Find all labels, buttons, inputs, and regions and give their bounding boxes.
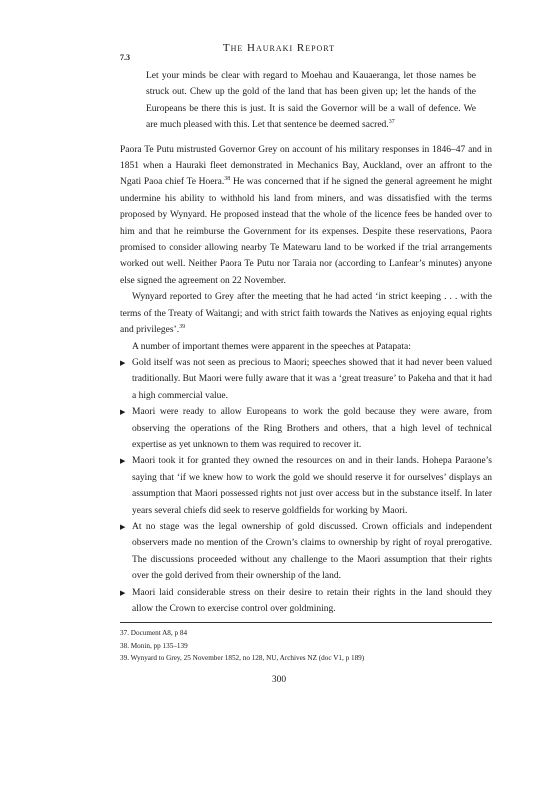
triangle-bullet-icon: ▶ [120,408,126,417]
footnotes [120,627,492,665]
list-item-text: At no stage was the legal ownership of gold discussed. Crown officials and independent observers made no mention of the Crown’s claims to ownership by right of royal prerogative. The discussions proceeded without any challenge to the Maori assumption that their rights over the gold derived from their ownership of the land. [132,521,492,582]
paragraph [120,289,492,338]
paragraph [120,142,492,290]
footnote-ref-37[interactable]: 37 [388,119,395,126]
section-number: 7.3 [120,53,130,62]
triangle-bullet-icon: ▶ [120,457,126,466]
running-head: The Hauraki Report [222,42,336,54]
footnote-37: 37. Document A8, p 84 [120,629,188,637]
list-item [120,453,492,519]
page-number: 300 [271,675,287,685]
footnote-ref-39[interactable]: 39 [179,323,186,330]
footnote-divider [120,622,492,623]
list-item [120,355,492,404]
paragraph-text: Paora Te Putu mistrusted Governor Grey on account of his military responses in 1846–47 and in 1851 when a Hauraki fleet demonstrated in Mechanics Bay, Auckland, over an affront to the Ngati Paoa chief Te Hoera. [120,144,492,188]
footnote-38: 38. Monin, pp 135–139 [120,641,188,650]
list-item-text: Maori were ready to allow Europeans to work the gold because they were aware, from observing the operations of the Ring Brothers and others, that a high level of technical expertise as yet unknown to them was required to recover it. [132,407,492,450]
triangle-bullet-icon: ▶ [120,358,126,367]
footnote-39: 39. Wynyard to Grey, 25 November 1852, no 128, NU, Archives NZ (doc V1, p 189) [120,654,365,663]
list-item-text: Maori laid considerable stress on their desire to retain their rights in the land should they allow the Crown to exercise control over goldmining. [132,587,492,614]
block-quote [120,68,492,134]
list-item [120,585,492,618]
paragraph-text: He was concerned that if he signed the general agreement he might undermine his ability to withhold his land from miners, and was dissatisfied with the terms proposed by Wynyard. He proposed instead that the whole of the licence fees be handed over to him and that he reimburse the Government for its expenses. Despite these reservations, Paora promised to consider allowing nearby Te Matewaru land to be worked if the trial arrangements worked out well. Neither Paora Te Putu nor Taraia nor (according to Lanfear’s minutes) anyone else signed the agreement on 22 November. [120,177,493,286]
themes-list [120,355,492,618]
list-item-text: Maori took it for granted they owned the resources on and in their lands. Hohepa Paraone’s saying that ‘if we knew how to work the gold we should reserve it for ourselves’ displays an assumption that Maori possessed rights not just over access but in the substance itself. In later years several chiefs did seek to reserve goldfields for working by Maori. [132,456,492,516]
paragraph-text: Wynyard reported to Grey after the meeting that he had acted ‘in strict keeping . . . with the terms of the Treaty of Waitangi; and with strict faith towards the Natives as enjoying equal rights and privileges’. [120,292,492,336]
list-item-text: Gold itself was not seen as precious to Maori; speeches showed that it had never been valued traditionally. But Maori were fully aware that it was a ‘great treasure’ to Pakeha and that it had a high commercial value. [132,357,492,401]
list-item [120,404,492,453]
list-item [120,519,492,585]
footnote-ref-38[interactable]: 38 [224,176,231,183]
triangle-bullet-icon: ▶ [120,588,126,597]
quote-text: Let your minds be clear with regard to Moehau and Kauaeranga, let those names be struck out. Chew up the gold of the land that has been given up; let the hands of the Europeans be there this is just. It is said the Governor will be a wall of defence. We are much pleased with this. Let that sentence be deemed sacred. [146,71,476,131]
themes-intro: A number of important themes were apparent in the speeches at Patapata: [132,341,411,352]
body-text [120,68,492,617]
triangle-bullet-icon: ▶ [120,522,126,531]
